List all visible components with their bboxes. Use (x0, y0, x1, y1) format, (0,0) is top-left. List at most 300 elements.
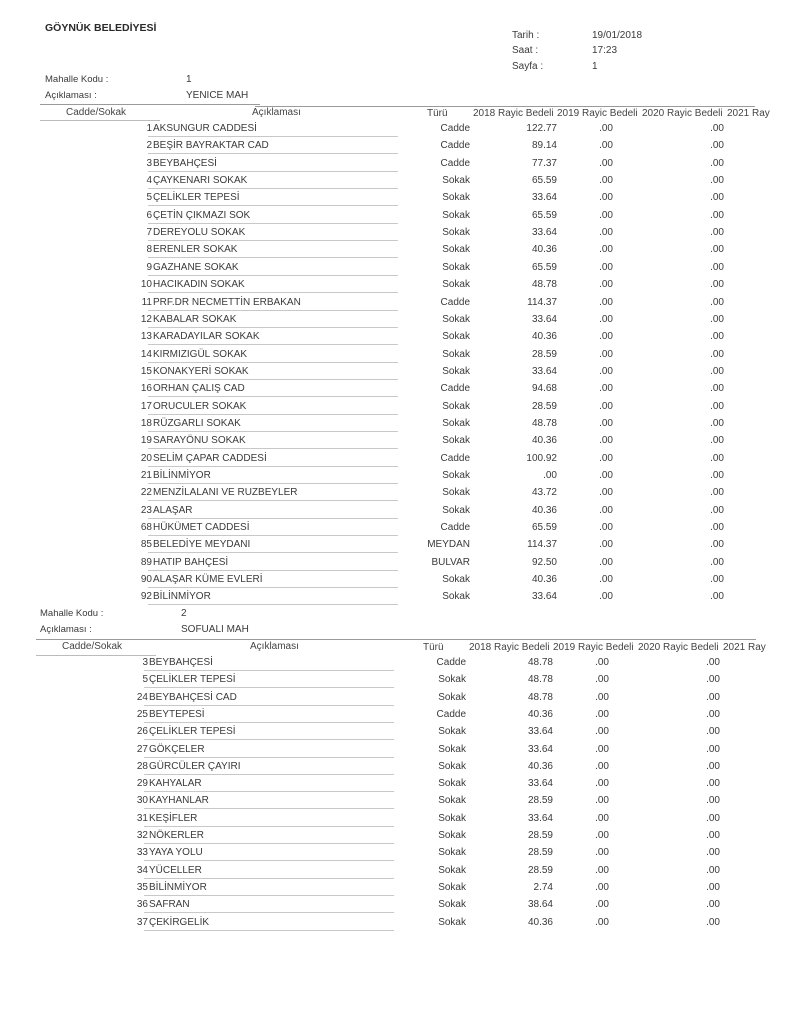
street-type: Cadde (440, 383, 470, 395)
table-row (0, 830, 791, 847)
value-2020: .00 (710, 348, 724, 360)
header-underline (40, 120, 160, 121)
street-name: BİLİNMİYOR (153, 591, 211, 603)
value-2019: .00 (599, 574, 613, 586)
row-separator (148, 153, 398, 154)
street-code: 8 (146, 244, 152, 256)
street-code: 12 (140, 313, 152, 325)
street-name: MENZİLALANI VE RUZBEYLER (153, 487, 298, 499)
table-row (0, 401, 791, 418)
table-row (0, 192, 791, 209)
row-separator (144, 878, 394, 879)
table-row (0, 487, 791, 504)
value-2019: .00 (599, 556, 613, 568)
street-name: ÇELİKLER TEPESİ (149, 726, 236, 738)
street-name: GAZHANE SOKAK (153, 261, 239, 273)
street-name: ORUCULER SOKAK (153, 400, 247, 412)
row-separator (148, 275, 398, 276)
page-value: 1 (592, 61, 598, 72)
street-code: 3 (146, 157, 152, 169)
street-name: KEŞİFLER (149, 812, 198, 824)
value-2020: .00 (706, 691, 720, 703)
value-2019: .00 (599, 591, 613, 603)
value-2018: 48.78 (531, 417, 557, 429)
street-type: Sokak (442, 435, 470, 447)
street-name: KIRMIZIGÜL SOKAK (153, 348, 248, 360)
street-code: 26 (136, 726, 148, 738)
table-row (0, 847, 791, 864)
street-type: Sokak (442, 365, 470, 377)
street-code: 16 (140, 383, 152, 395)
street-code: 22 (140, 487, 152, 499)
value-2020: .00 (710, 487, 724, 499)
row-separator (144, 912, 394, 913)
time-label: Saat : (512, 45, 539, 56)
street-name: HACIKADIN SOKAK (153, 279, 245, 291)
value-2018: 28.59 (527, 830, 553, 841)
value-2018: 94.68 (531, 383, 557, 395)
street-type: Sokak (438, 864, 466, 876)
value-2020: .00 (710, 192, 724, 204)
row-separator (144, 826, 394, 827)
street-code: 7 (146, 227, 152, 239)
value-2018: 33.64 (531, 192, 557, 204)
row-separator (148, 136, 398, 137)
section-divider (255, 106, 755, 107)
value-2018: 89.14 (531, 140, 557, 152)
value-2018: 122.77 (526, 123, 557, 134)
street-code: 9 (146, 261, 152, 273)
street-type: Sokak (438, 812, 466, 824)
street-name: PRF.DR NECMETTİN ERBAKAN (153, 296, 301, 308)
value-2019: .00 (595, 812, 609, 824)
street-code: 24 (136, 691, 148, 703)
row-separator (148, 240, 398, 241)
value-2018: 77.37 (531, 157, 557, 169)
street-code: 10 (140, 279, 152, 291)
table-row (0, 470, 791, 487)
table-row (0, 917, 791, 934)
table-row (0, 557, 791, 574)
value-2020: .00 (710, 296, 724, 308)
col-2019-header: 2019 Rayic Bedeli (557, 108, 638, 119)
street-code: 92 (140, 591, 152, 603)
street-type: Cadde (440, 157, 470, 169)
street-type: Sokak (438, 760, 466, 772)
value-2020: .00 (710, 504, 724, 516)
value-2019: .00 (599, 209, 613, 221)
street-name: BEYTEPESİ (149, 708, 205, 720)
row-separator (148, 171, 398, 172)
table-row (0, 158, 791, 175)
district-desc-value: YENICE MAH (186, 90, 249, 101)
table-row (0, 383, 791, 400)
col-street-header: Cadde/Sokak (62, 641, 123, 652)
value-2018: 33.64 (527, 778, 553, 790)
value-2018: 40.36 (531, 244, 557, 256)
table-row (0, 227, 791, 244)
value-2018: 40.36 (531, 331, 557, 343)
value-2020: .00 (706, 916, 720, 928)
street-code: 27 (136, 743, 148, 755)
street-name: AKSUNGUR CADDESİ (153, 123, 257, 134)
street-type: Sokak (442, 192, 470, 204)
street-name: BİLİNMİYOR (153, 470, 211, 481)
table-row (0, 744, 791, 761)
row-separator (148, 292, 398, 293)
value-2019: .00 (599, 417, 613, 429)
value-2019: .00 (599, 504, 613, 516)
value-2018: 33.64 (531, 365, 557, 377)
street-name: BİLİNMİYOR (149, 881, 207, 893)
table-row (0, 761, 791, 778)
street-name: BELEDİYE MEYDANI (153, 539, 251, 551)
row-separator (144, 808, 394, 809)
row-separator (148, 257, 398, 258)
street-name: SELİM ÇAPAR CADDESİ (153, 452, 267, 464)
value-2020: .00 (710, 175, 724, 187)
value-2020: .00 (706, 743, 720, 755)
value-2019: .00 (595, 916, 609, 928)
table-row (0, 123, 791, 140)
street-code: 30 (136, 795, 148, 807)
value-2019: .00 (599, 261, 613, 273)
value-2019: .00 (595, 674, 609, 686)
street-name: ÇELİKLER TEPESİ (153, 192, 240, 204)
street-code: 4 (146, 175, 152, 187)
value-2020: .00 (706, 726, 720, 738)
street-code: 6 (146, 209, 152, 221)
value-2020: .00 (706, 657, 720, 668)
col-2018-header: 2018 Rayic Bedeli (469, 642, 550, 653)
value-2020: .00 (710, 383, 724, 395)
value-2020: .00 (710, 556, 724, 568)
value-2018: 100.92 (526, 452, 557, 464)
table-row (0, 244, 791, 261)
table-row (0, 505, 791, 522)
value-2019: .00 (595, 778, 609, 790)
district-desc-value: SOFUALI MAH (181, 624, 249, 635)
table-row (0, 813, 791, 830)
street-code: 5 (146, 192, 152, 204)
table-row (0, 899, 791, 916)
value-2018: 33.64 (527, 812, 553, 824)
row-separator (148, 379, 398, 380)
street-type: Sokak (442, 279, 470, 291)
value-2019: .00 (599, 157, 613, 169)
value-2018: 40.36 (531, 435, 557, 447)
value-2019: .00 (599, 452, 613, 464)
street-code: 32 (136, 830, 148, 841)
value-2018: 40.36 (527, 760, 553, 772)
table-row (0, 882, 791, 899)
table-row (0, 175, 791, 192)
value-2019: .00 (599, 400, 613, 412)
street-name: ALAŞAR (153, 504, 193, 516)
street-code: 28 (136, 760, 148, 772)
row-separator (148, 570, 398, 571)
street-type: Cadde (440, 140, 470, 152)
row-separator (148, 483, 398, 484)
table-row (0, 349, 791, 366)
street-type: Sokak (442, 331, 470, 343)
value-2018: 33.64 (527, 743, 553, 755)
col-2020-header: 2020 Rayic Bedeli (638, 642, 719, 653)
value-2020: .00 (706, 708, 720, 720)
col-2020-header: 2020 Rayic Bedeli (642, 108, 723, 119)
street-code: 15 (140, 365, 152, 377)
value-2019: .00 (595, 864, 609, 876)
row-separator (148, 466, 398, 467)
value-2018: 43.72 (531, 487, 557, 499)
row-separator (144, 670, 394, 671)
value-2020: .00 (710, 574, 724, 586)
table-row (0, 539, 791, 556)
street-name: GÖKÇELER (149, 743, 205, 755)
value-2019: .00 (599, 279, 613, 291)
value-2019: .00 (595, 881, 609, 893)
value-2020: .00 (706, 830, 720, 841)
street-code: 37 (136, 916, 148, 928)
street-name: ERENLER SOKAK (153, 244, 238, 256)
street-name: HATIP BAHÇESİ (153, 556, 229, 568)
table-row (0, 262, 791, 279)
value-2020: .00 (710, 400, 724, 412)
street-name: KABALAR SOKAK (153, 313, 237, 325)
row-separator (148, 431, 398, 432)
street-code: 13 (140, 331, 152, 343)
col-2021-header: 2021 Ray (723, 642, 766, 653)
row-separator (144, 930, 394, 931)
street-name: BEYBAHÇESİ CAD (149, 691, 237, 703)
value-2020: .00 (710, 123, 724, 134)
street-code: 17 (140, 400, 152, 412)
street-type: Cadde (440, 522, 470, 534)
street-name: DEREYOLU SOKAK (153, 227, 246, 239)
value-2018: 2.74 (533, 881, 553, 893)
value-2019: .00 (599, 192, 613, 204)
street-type: Sokak (438, 899, 466, 911)
table-row (0, 574, 791, 591)
row-separator (148, 448, 398, 449)
value-2020: .00 (710, 539, 724, 551)
value-2018: 38.64 (527, 899, 553, 911)
value-2018: 65.59 (531, 522, 557, 534)
value-2019: .00 (599, 539, 613, 551)
street-code: 19 (140, 435, 152, 447)
street-type: Sokak (438, 830, 466, 841)
street-code: 33 (136, 847, 148, 859)
value-2019: .00 (595, 691, 609, 703)
street-name: KONAKYERİ SOKAK (153, 365, 249, 377)
street-code: 31 (136, 812, 148, 824)
street-type: Cadde (440, 452, 470, 464)
value-2019: .00 (599, 227, 613, 239)
street-name: ÇETİN ÇIKMAZI SOK (153, 209, 251, 221)
street-type: Sokak (442, 591, 470, 603)
street-code: 3 (142, 657, 148, 668)
value-2019: .00 (599, 522, 613, 534)
street-code: 14 (140, 348, 152, 360)
row-separator (148, 414, 398, 415)
street-name: ÇELİKLER TEPESİ (149, 674, 236, 686)
value-2018: 48.78 (527, 691, 553, 703)
value-2018: 40.36 (527, 708, 553, 720)
street-code: 18 (140, 417, 152, 429)
value-2020: .00 (710, 435, 724, 447)
value-2020: .00 (710, 470, 724, 481)
street-type: Sokak (438, 674, 466, 686)
value-2020: .00 (710, 209, 724, 221)
table-row (0, 297, 791, 314)
street-name: KAHYALAR (149, 778, 202, 790)
street-code: 29 (136, 778, 148, 790)
value-2018: 48.78 (531, 279, 557, 291)
street-name: KARADAYILAR SOKAK (153, 331, 260, 343)
value-2020: .00 (710, 452, 724, 464)
district-desc-label: Açıklaması : (40, 624, 92, 635)
value-2018: 33.64 (531, 591, 557, 603)
table-row (0, 795, 791, 812)
table-row (0, 418, 791, 435)
street-code: 5 (142, 674, 148, 686)
street-name: HÜKÜMET CADDESİ (153, 522, 250, 534)
street-code: 90 (140, 574, 152, 586)
value-2018: 28.59 (527, 864, 553, 876)
col-type-header: Türü (427, 108, 448, 119)
value-2019: .00 (595, 657, 609, 668)
date-value: 19/01/2018 (592, 30, 643, 41)
street-type: Cadde (440, 296, 470, 308)
value-2020: .00 (710, 417, 724, 429)
col-2021-header: 2021 Ray (727, 108, 770, 119)
organization-name: GÖYNÜK BELEDİYESİ (45, 22, 157, 34)
street-code: 25 (136, 708, 148, 720)
district-desc-label: Açıklaması : (45, 90, 97, 101)
col-description-header: Açıklaması (250, 641, 299, 652)
street-code: 89 (140, 556, 152, 568)
street-name: RÜZGARLI SOKAK (153, 417, 241, 429)
value-2019: .00 (599, 383, 613, 395)
table-row (0, 140, 791, 157)
street-name: SAFRAN (149, 899, 190, 911)
street-type: Cadde (440, 123, 470, 134)
value-2019: .00 (595, 795, 609, 807)
value-2019: .00 (599, 487, 613, 499)
row-separator (144, 757, 394, 758)
table-row (0, 692, 791, 709)
value-2018: 92.50 (531, 556, 557, 568)
row-separator (144, 687, 394, 688)
page-label: Sayfa : (512, 61, 544, 72)
value-2020: .00 (710, 331, 724, 343)
table-row (0, 435, 791, 452)
street-code: 85 (140, 539, 152, 551)
row-separator (148, 396, 398, 397)
street-type: Sokak (442, 487, 470, 499)
value-2019: .00 (595, 847, 609, 859)
street-type: Sokak (438, 847, 466, 859)
table-row (0, 314, 791, 331)
value-2020: .00 (710, 261, 724, 273)
value-2019: .00 (599, 296, 613, 308)
col-type-header: Türü (423, 642, 444, 653)
street-code: 34 (136, 864, 148, 876)
table-row (0, 331, 791, 348)
table-row (0, 522, 791, 539)
value-2019: .00 (599, 435, 613, 447)
row-separator (144, 705, 394, 706)
value-2018: 28.59 (531, 348, 557, 360)
table-row (0, 279, 791, 296)
row-separator (144, 722, 394, 723)
value-2018: 40.36 (531, 504, 557, 516)
street-type: Sokak (442, 261, 470, 273)
row-separator (148, 223, 398, 224)
table-row (0, 210, 791, 227)
header-underline (36, 655, 156, 656)
street-type: Sokak (442, 175, 470, 187)
street-type: Sokak (442, 417, 470, 429)
value-2019: .00 (595, 726, 609, 738)
value-2020: .00 (710, 313, 724, 325)
table-row (0, 453, 791, 470)
district-code-value: 2 (181, 608, 187, 619)
row-separator (148, 500, 398, 501)
value-2018: .00 (543, 470, 557, 481)
row-separator (148, 535, 398, 536)
value-2018: 28.59 (531, 400, 557, 412)
value-2020: .00 (710, 365, 724, 377)
col-2018-header: 2018 Rayic Bedeli (473, 108, 554, 119)
street-name: ÇEKİRGELİK (149, 916, 210, 928)
district-code-label: Mahalle Kodu : (40, 608, 104, 619)
value-2018: 28.59 (527, 795, 553, 807)
street-type: Sokak (438, 881, 466, 893)
row-separator (148, 327, 398, 328)
row-separator (144, 739, 394, 740)
street-type: Cadde (436, 657, 466, 668)
street-type: Sokak (438, 916, 466, 928)
street-type: Sokak (442, 227, 470, 239)
street-type: MEYDAN (427, 539, 470, 551)
value-2020: .00 (710, 522, 724, 534)
value-2019: .00 (599, 140, 613, 152)
street-code: 36 (136, 899, 148, 911)
value-2018: 28.59 (527, 847, 553, 859)
street-type: Sokak (442, 313, 470, 325)
value-2019: .00 (599, 244, 613, 256)
col-2019-header: 2019 Rayic Bedeli (553, 642, 634, 653)
street-code: 21 (140, 470, 152, 481)
row-separator (148, 344, 398, 345)
value-2020: .00 (710, 244, 724, 256)
street-type: Sokak (438, 743, 466, 755)
row-separator (144, 791, 394, 792)
row-separator (144, 895, 394, 896)
section-divider (40, 104, 260, 105)
street-name: YAYA YOLU (149, 847, 203, 859)
value-2020: .00 (706, 881, 720, 893)
row-separator (144, 860, 394, 861)
street-name: ORHAN ÇALIŞ CAD (153, 383, 245, 395)
value-2019: .00 (595, 760, 609, 772)
col-description-header: Açıklaması (252, 107, 301, 118)
table-row (0, 591, 791, 608)
street-code: 23 (140, 504, 152, 516)
row-separator (148, 362, 398, 363)
value-2020: .00 (706, 778, 720, 790)
